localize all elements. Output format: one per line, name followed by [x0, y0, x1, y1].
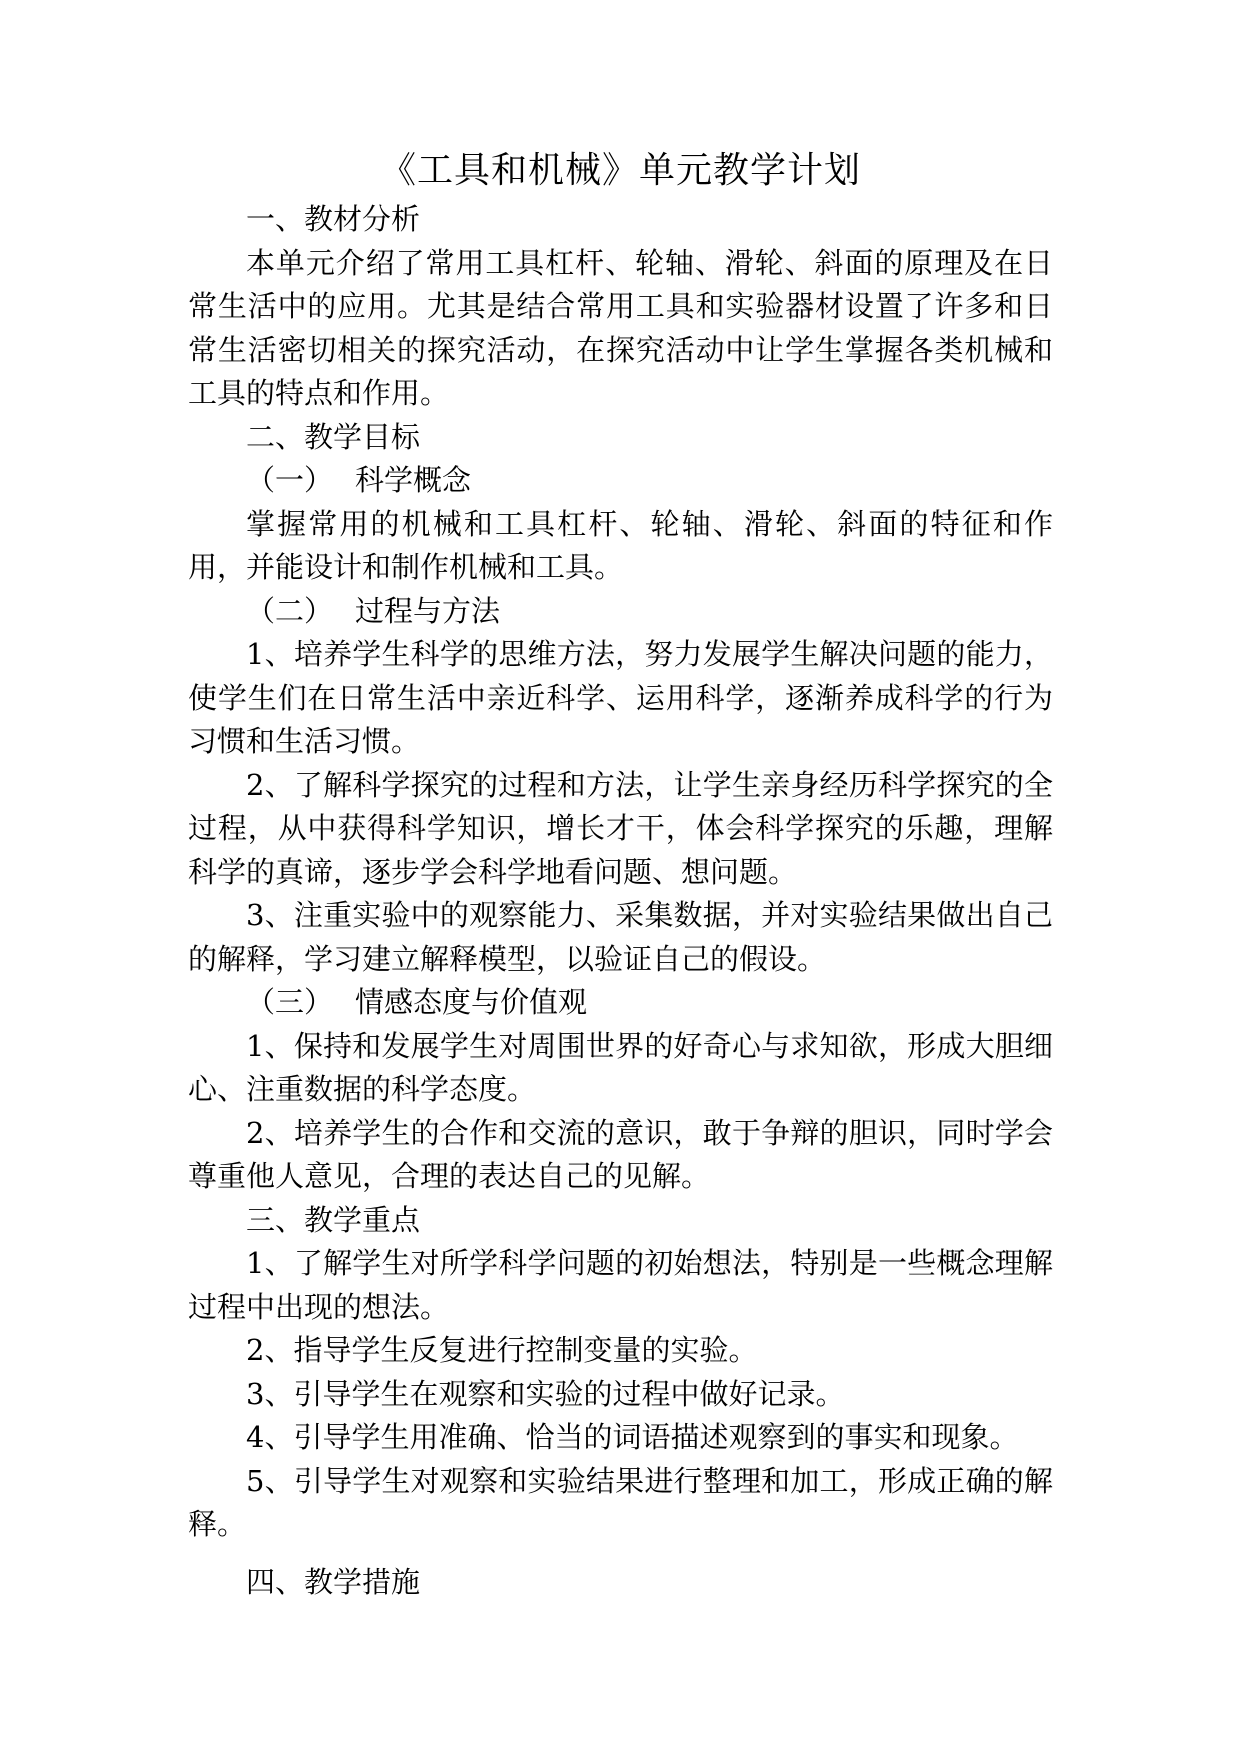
- list-item: 2、指导学生反复进行控制变量的实验。: [246, 1333, 758, 1367]
- list-item: 4、引导学生用准确、恰当的词语描述观察到的事实和现象。: [246, 1420, 1019, 1454]
- list-item: 5、引导学生对观察和实验结果进行整理和加工，形成正确的解释。: [188, 1463, 1053, 1541]
- document-title: 《工具和机械》单元教学计划: [379, 150, 861, 191]
- subheading-science-concepts: [188, 459, 1053, 503]
- subheading-number: （三）: [246, 985, 334, 1019]
- subheading-number: （一）: [246, 463, 334, 497]
- subheading-attitudes-values: [188, 981, 1053, 1025]
- paragraph-textbook-analysis: 本单元介绍了常用工具杠杆、轮轴、滑轮、斜面的原理及在日常生活中的应用。尤其是结合常用工具和实验器材设置了许多和日常生活密切相关的探究活动，在探究活动中让学生掌握各类机械和工具的特点和作用。: [188, 245, 1053, 410]
- list-item: 2、了解科学探究的过程和方法，让学生亲身经历科学探究的全过程，从中获得科学知识，增长才干，体会科学探究的乐趣，理解科学的真谛，逐步学会科学地看问题、想问题。: [188, 767, 1053, 889]
- subheading-title: 情感态度与价值观: [355, 985, 588, 1019]
- section-heading-teaching-goals: 二、教学目标: [246, 419, 421, 454]
- list-item: 1、培养学生科学的思维方法，努力发展学生解决问题的能力，使学生们在日常生活中亲近科学、运用科学，逐渐养成科学的行为习惯和生活习惯。: [188, 637, 1053, 758]
- subheading-title: 过程与方法: [355, 593, 501, 628]
- subheading-title: 科学概念: [355, 463, 472, 497]
- section-heading-teaching-focus: 三、教学重点: [246, 1202, 421, 1237]
- section-heading-teaching-measures: 四、教学措施: [246, 1564, 421, 1599]
- subheading-process-methods: [188, 590, 1053, 634]
- list-item: 2、培养学生的合作和交流的意识，敢于争辩的胆识，同时学会尊重他人意见，合理的表达自己的见解。: [188, 1115, 1053, 1193]
- list-item: 3、注重实验中的观察能力、采集数据，并对实验结果做出自己的解释，学习建立解释模型，以验证自己的假设。: [188, 898, 1053, 976]
- section-heading-textbook-analysis: 一、教材分析: [246, 202, 421, 236]
- list-item: 3、引导学生在观察和实验的过程中做好记录。: [246, 1376, 845, 1411]
- list-item: 1、了解学生对所学科学问题的初始想法，特别是一些概念理解过程中出现的想法。: [188, 1246, 1053, 1324]
- document-body: [188, 198, 1053, 1604]
- subheading-number: （二）: [246, 593, 334, 628]
- paragraph-science-concepts: 掌握常用的机械和工具杠杆、轮轴、滑轮、斜面的特征和作用，并能设计和制作机械和工具。: [188, 506, 1053, 584]
- list-item: 1、保持和发展学生对周围世界的好奇心与求知欲，形成大胆细心、注重数据的科学态度。: [188, 1028, 1053, 1106]
